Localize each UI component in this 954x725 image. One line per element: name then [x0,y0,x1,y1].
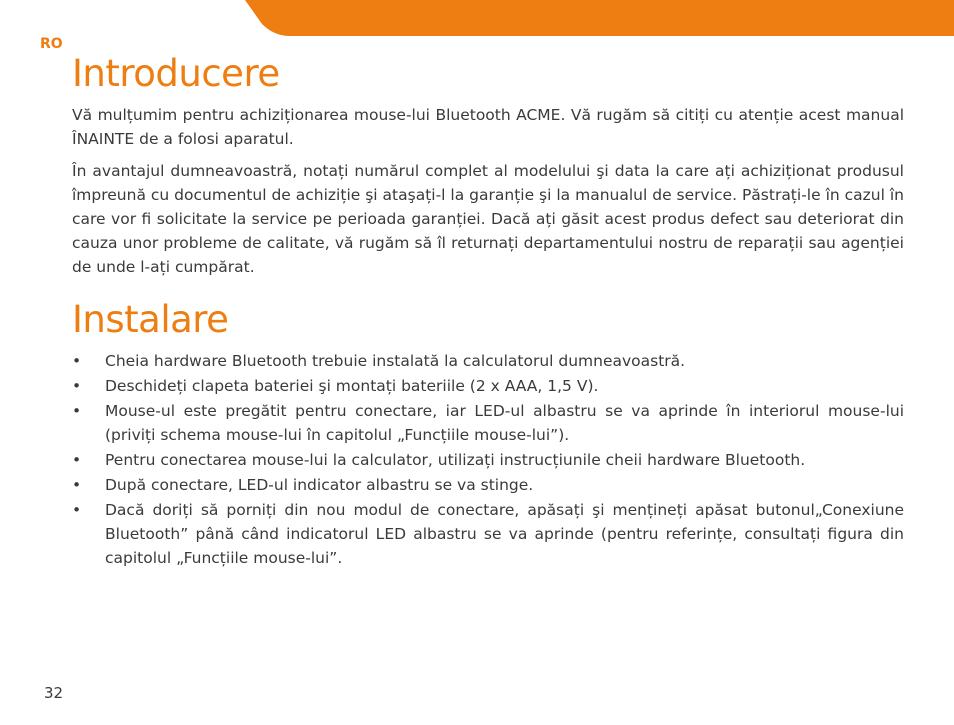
header-accent-band [0,0,954,36]
list-item-text: Cheia hardware Bluetooth trebuie instalată la calculatorul dumneavoastră. [105,352,686,370]
install-steps-list [72,349,904,571]
orange-tab-shape [245,0,954,36]
list-item-text: Dacă doriți să porniți din nou modul de conectare, apăsați şi mențineți apăsat butonul„Conexiune Bluetooth” până când indicatorul LED albastru se va aprinde (pentru referințe, consultați figura din capitolul „Funcțiile mouse-lui”. [105,501,904,567]
list-item [72,473,904,497]
list-item [72,374,904,398]
bullet-icon: • [72,451,82,469]
list-item-text: Pentru conectarea mouse-lui la calculator, utilizați instrucțiunile cheii hardware Bluetooth. [105,451,806,469]
list-item-text: Deschideți clapeta bateriei şi montați bateriile (2 x AAA, 1,5 V). [105,377,599,395]
list-item-text: După conectare, LED-ul indicator albastru se va stinge. [105,476,534,494]
intro-paragraph-2: În avantajul dumneavoastră, notați numărul complet al modelului şi data la care ați achiziționat produsul împreună cu documentul de achiziție şi ataşați-l la garanție şi la manualul de service. Păstrați-le în cazul în care vor fi solicitate la service pe perioada garanției. Dacă ați găsit acest produs defect sau deteriorat din cauza unor probleme de calitate, vă rugăm să îl returnați departamentului nostru de reparații sau agenției de unde l-ați cumpărat. [72,162,904,276]
bullet-icon: • [72,476,82,494]
bullet-icon: • [72,402,82,420]
language-label: RO [40,36,63,52]
bullet-icon: • [72,501,82,519]
page-number: 32 [44,684,64,702]
list-item-text: Mouse-ul este pregătit pentru conectare, iar LED-ul albastru se va aprinde în interiorul mouse-lui (priviți schema mouse-lui în capitolul „Funcțiile mouse-lui”). [105,402,904,444]
intro-paragraph-1: Vă mulțumim pentru achiziționarea mouse-lui Bluetooth ACME. Vă rugăm să citiți cu atenție acest manual ÎNAINTE de a folosi aparatul. [72,106,904,148]
bullet-icon: • [72,377,82,395]
list-item [72,349,904,373]
section-title-introducere: Introducere [72,52,280,95]
section-title-instalare: Instalare [72,298,229,341]
list-item [72,498,904,570]
list-item [72,399,904,447]
bullet-icon: • [72,352,82,370]
list-item [72,448,904,472]
